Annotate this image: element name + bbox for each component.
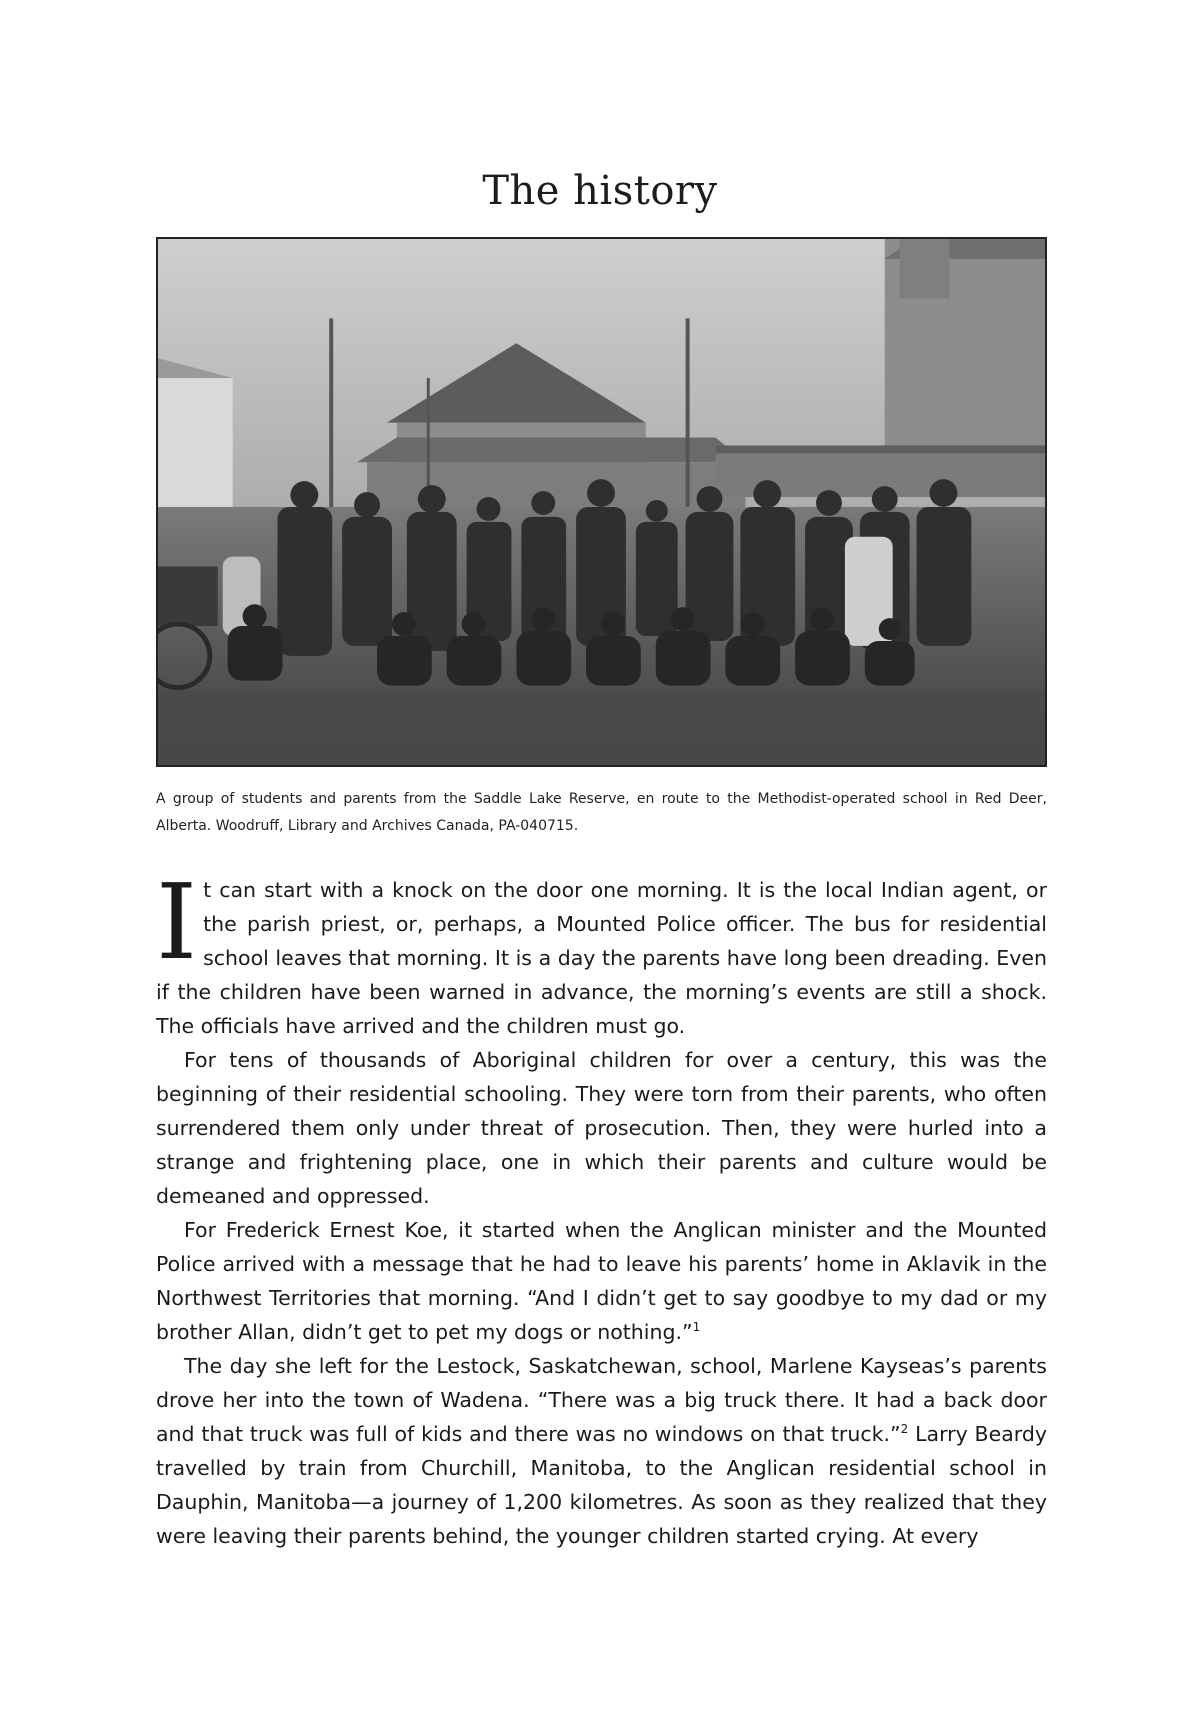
paragraph-4-text-a: The day she left for the Lestock, Saskatchewan, school, Marlene Kayseas’s parents drove her into the town of Wadena. “There was a big truck there. It had a back door and that truck was full of kids and there was no windows on that truck.”	[156, 1354, 1047, 1446]
footnote-ref-1[interactable]: 1	[692, 1320, 701, 1335]
paragraph-4-text-b: Larry Beardy travelled by train from Churchill, Manitoba, to the Anglican residential school in Dauphin, Manitoba—a journey of 1,200 kilometres. As soon as they realized that they were leaving their parents behind, the younger children started crying. At every	[156, 1422, 1047, 1548]
drop-cap: I	[156, 861, 198, 983]
paragraph-1	[156, 861, 1047, 1043]
group-photo-image	[158, 239, 1045, 765]
historical-photo	[156, 237, 1047, 767]
paragraph-4	[156, 1349, 1047, 1553]
paragraph-2: For tens of thousands of Aboriginal children for over a century, this was the beginning of their residential schooling. They were torn from their parents, who often surrendered them only under threat of prosecution. Then, they were hurled into a strange and frightening place, one in which their parents and culture would be demeaned and oppressed.	[156, 1048, 1047, 1208]
paragraph-1-text: t can start with a knock on the door one morning. It is the local Indian agent, or the parish priest, or, perhaps, a Mounted Police officer. The bus for residential school leaves that morning. It is a day the parents have long been dreading. Even if the children have been warned in advance, the morning’s events are still a shock. The officials have arrived and the children must go.	[156, 878, 1047, 1038]
paragraph-3-text: For Frederick Ernest Koe, it started when the Anglican minister and the Mounted Police arrived with a message that he had to leave his parents’ home in Aklavik in the Northwest Territories that morning. “And I didn’t get to say goodbye to my dad or my brother Allan, didn’t get to pet my dogs or nothing.”	[156, 1218, 1047, 1344]
paragraph-3	[156, 1213, 1047, 1349]
body-text	[156, 861, 1047, 1553]
page-title: The history	[482, 168, 718, 214]
photo-caption: A group of students and parents from the Saddle Lake Reserve, en route to the Methodist-operated school in Red Deer, Alberta. Woodruff, Library and Archives Canada, PA-040715.	[156, 791, 1047, 834]
footnote-ref-2[interactable]: 2	[900, 1422, 909, 1437]
